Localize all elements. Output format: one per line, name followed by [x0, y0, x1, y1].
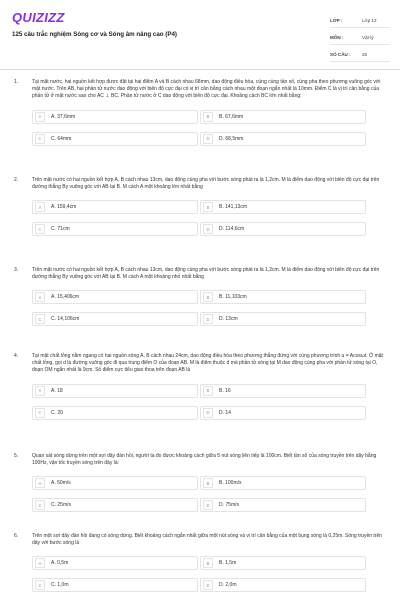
option-letter: A: [35, 386, 45, 396]
option-d[interactable]: [200, 222, 366, 236]
option-text: C. 71cm: [51, 226, 70, 233]
option-d[interactable]: [200, 406, 366, 420]
question-number: 4.: [14, 353, 19, 359]
question-1: [0, 79, 400, 177]
option-text: B. 16: [219, 387, 231, 394]
answer-options: [32, 200, 384, 236]
option-letter: C: [35, 500, 45, 510]
option-text: B. 1,5m: [219, 560, 237, 567]
option-text: C. 25m/s: [51, 502, 72, 509]
option-text: C. 1,0m: [51, 582, 69, 589]
meta-row-count: [330, 48, 390, 62]
option-text: C. 20: [51, 409, 63, 416]
question-number: 6.: [14, 533, 19, 539]
option-letter: D: [203, 134, 213, 144]
option-letter: D: [203, 314, 213, 324]
option-letter: A: [35, 112, 45, 122]
answer-options: [32, 110, 384, 146]
option-letter: B: [203, 292, 213, 302]
question-3: [0, 267, 400, 353]
question-text: Quan sát sóng dừng trên một sợi dây đàn hồi, người ta đo được khoảng cách giữa 5 nút sóng liên tiếp là 100cm. Biết tần số của sóng truyền trên dây bằng 100Hz, vận tốc truyền sóng trên dây là:: [32, 453, 377, 467]
option-text: A. 37,6mm: [51, 113, 76, 120]
option-b[interactable]: [200, 384, 366, 398]
option-letter: A: [35, 558, 45, 568]
option-text: C. 64mm: [51, 135, 72, 142]
option-letter: B: [203, 558, 213, 568]
option-letter: A: [35, 202, 45, 212]
option-c[interactable]: [32, 312, 198, 326]
option-d[interactable]: [200, 312, 366, 326]
answer-options: [32, 556, 384, 592]
option-a[interactable]: [32, 110, 198, 124]
header: [0, 0, 400, 62]
option-a[interactable]: [32, 384, 198, 398]
question-text: Trên mặt nước có hai nguồn kết hợp A, B cách nhau 13cm, dao động cùng pha với bước sóng phát ra là 1,2cm. M là điểm dao động với biên độ cực đại trên đường thẳng By vuông góc với AB tại B. M cách A một khoảng nhỏ nhất bằng: [32, 267, 380, 281]
option-letter: C: [35, 224, 45, 234]
answer-options: [32, 476, 384, 512]
option-text: D. 2,0m: [219, 582, 237, 589]
question-text: Tại mặt chất lỏng nằm ngang có hai nguồn sóng A, B cách nhau 24cm, dao động điều hòa theo phương thẳng đứng với cùng phương trình u = Acosωt. Ở mặt chất lỏng, gọi d là đường vuông góc đi qua trung điểm O của đoạn AB. M là điểm thuộc d mà phần tử sóng tại M dao động cùng pha với phần tử sóng tại O, đoạn OM ngắn nhất là 9cm. Số điểm cực tiểu giao thoa trên đoạn AB là: [32, 353, 383, 374]
option-letter: C: [35, 580, 45, 590]
option-text: B. 11,103cm: [219, 294, 247, 301]
option-text: C. 14,106cm: [51, 316, 80, 323]
meta-info: [330, 14, 390, 65]
quizizz-logo: QUIZIZZ: [12, 10, 65, 25]
option-letter: C: [35, 134, 45, 144]
option-letter: B: [203, 386, 213, 396]
meta-value-grade: Lớp 12: [362, 18, 377, 23]
meta-row-grade: [330, 14, 390, 28]
option-text: B. 67,6mm: [219, 113, 244, 120]
option-text: D. 68,5mm: [219, 135, 244, 142]
option-letter: D: [203, 224, 213, 234]
option-a[interactable]: [32, 200, 198, 214]
question-number: 2.: [14, 177, 19, 183]
question-5: [0, 453, 400, 533]
option-a[interactable]: [32, 476, 198, 490]
option-b[interactable]: [200, 110, 366, 124]
option-text: D. 114,6cm: [219, 226, 245, 233]
option-text: D. 14: [219, 409, 231, 416]
answer-options: [32, 290, 384, 326]
option-letter: A: [35, 478, 45, 488]
question-2: [0, 177, 400, 267]
meta-label-count: SỐ CÂU :: [330, 52, 351, 57]
option-a[interactable]: [32, 556, 198, 570]
question-number: 3.: [14, 267, 19, 273]
option-c[interactable]: [32, 132, 198, 146]
meta-row-subject: [330, 31, 390, 45]
option-d[interactable]: [200, 132, 366, 146]
option-c[interactable]: [32, 578, 198, 592]
option-text: A. 50m/s: [51, 480, 71, 487]
option-b[interactable]: [200, 476, 366, 490]
option-text: B. 100m/s: [219, 480, 242, 487]
option-b[interactable]: [200, 290, 366, 304]
question-number: 5.: [14, 453, 19, 459]
option-letter: B: [203, 202, 213, 212]
meta-label-grade: LỚP :: [330, 18, 343, 23]
meta-value-count: 25: [362, 52, 368, 57]
option-c[interactable]: [32, 222, 198, 236]
question-list: [0, 79, 400, 613]
option-c[interactable]: [32, 498, 198, 512]
question-6: [0, 533, 400, 613]
quiz-title: 125 câu trắc nghiệm Sóng cơ và Sóng âm nâng cao (P4): [12, 31, 177, 38]
option-d[interactable]: [200, 498, 366, 512]
option-letter: D: [203, 408, 213, 418]
answer-options: [32, 384, 384, 420]
question-number: 1.: [14, 79, 19, 85]
option-d[interactable]: [200, 578, 366, 592]
option-letter: D: [203, 580, 213, 590]
option-c[interactable]: [32, 406, 198, 420]
option-text: B. 141,13cm: [219, 204, 248, 211]
option-text: D. 75m/s: [219, 502, 240, 509]
option-text: D. 13cm: [219, 316, 238, 323]
question-text: Trên mặt nước có hai nguồn kết hợp A, B cách nhau 13cm, dao động cùng pha với bước sóng phát ra là 1,2cm. M là điểm dao động với biên độ cực đại trên đường thẳng By vuông góc với AB tại B. M cách A một khoảng lớn nhất bằng: [32, 177, 380, 191]
option-letter: B: [203, 478, 213, 488]
question-text: Trên một sợi dây đàn hồi đang có sóng dừng. Biết khoảng cách ngắn nhất giữa một nút sóng và vị trí cân bằng của một bụng sóng là 0,25m. Sóng truyền trên dây với bước sóng là: [32, 533, 383, 547]
option-text: A. 0,5m: [51, 560, 69, 567]
option-text: A. 18: [51, 387, 63, 394]
question-text: Tại mặt nước, hai nguồn kết hợp được đặt tại hai điểm A và B cách nhau 68mm, dao động điều hòa, cùng cùng tần số, cùng pha theo phương vuông góc với mặt nước. Trên AB, hai phần tử nước dao động với biên độ cực đại có vị trí cân bằng cách nhau một đoạn ngắn nhất là 10mm. Điểm C là vị trí cân bằng của phần tử ở mặt nước sao cho AC ⊥ BC. Phần tử nước ở C dao động với biên độ cực đại. Khoảng cách BC lớn nhất bằng:: [32, 79, 381, 100]
meta-label-subject: MÔN :: [330, 35, 344, 40]
option-b[interactable]: [200, 556, 366, 570]
option-text: A. 15,406cm: [51, 294, 80, 301]
option-text: A. 159,4cm: [51, 204, 77, 211]
option-a[interactable]: [32, 290, 198, 304]
option-letter: C: [35, 314, 45, 324]
option-letter: A: [35, 292, 45, 302]
option-letter: B: [203, 112, 213, 122]
header-divider: [0, 69, 400, 70]
meta-value-subject: Vật lý: [362, 35, 374, 40]
question-4: [0, 353, 400, 453]
option-letter: C: [35, 408, 45, 418]
option-b[interactable]: [200, 200, 366, 214]
option-letter: D: [203, 500, 213, 510]
